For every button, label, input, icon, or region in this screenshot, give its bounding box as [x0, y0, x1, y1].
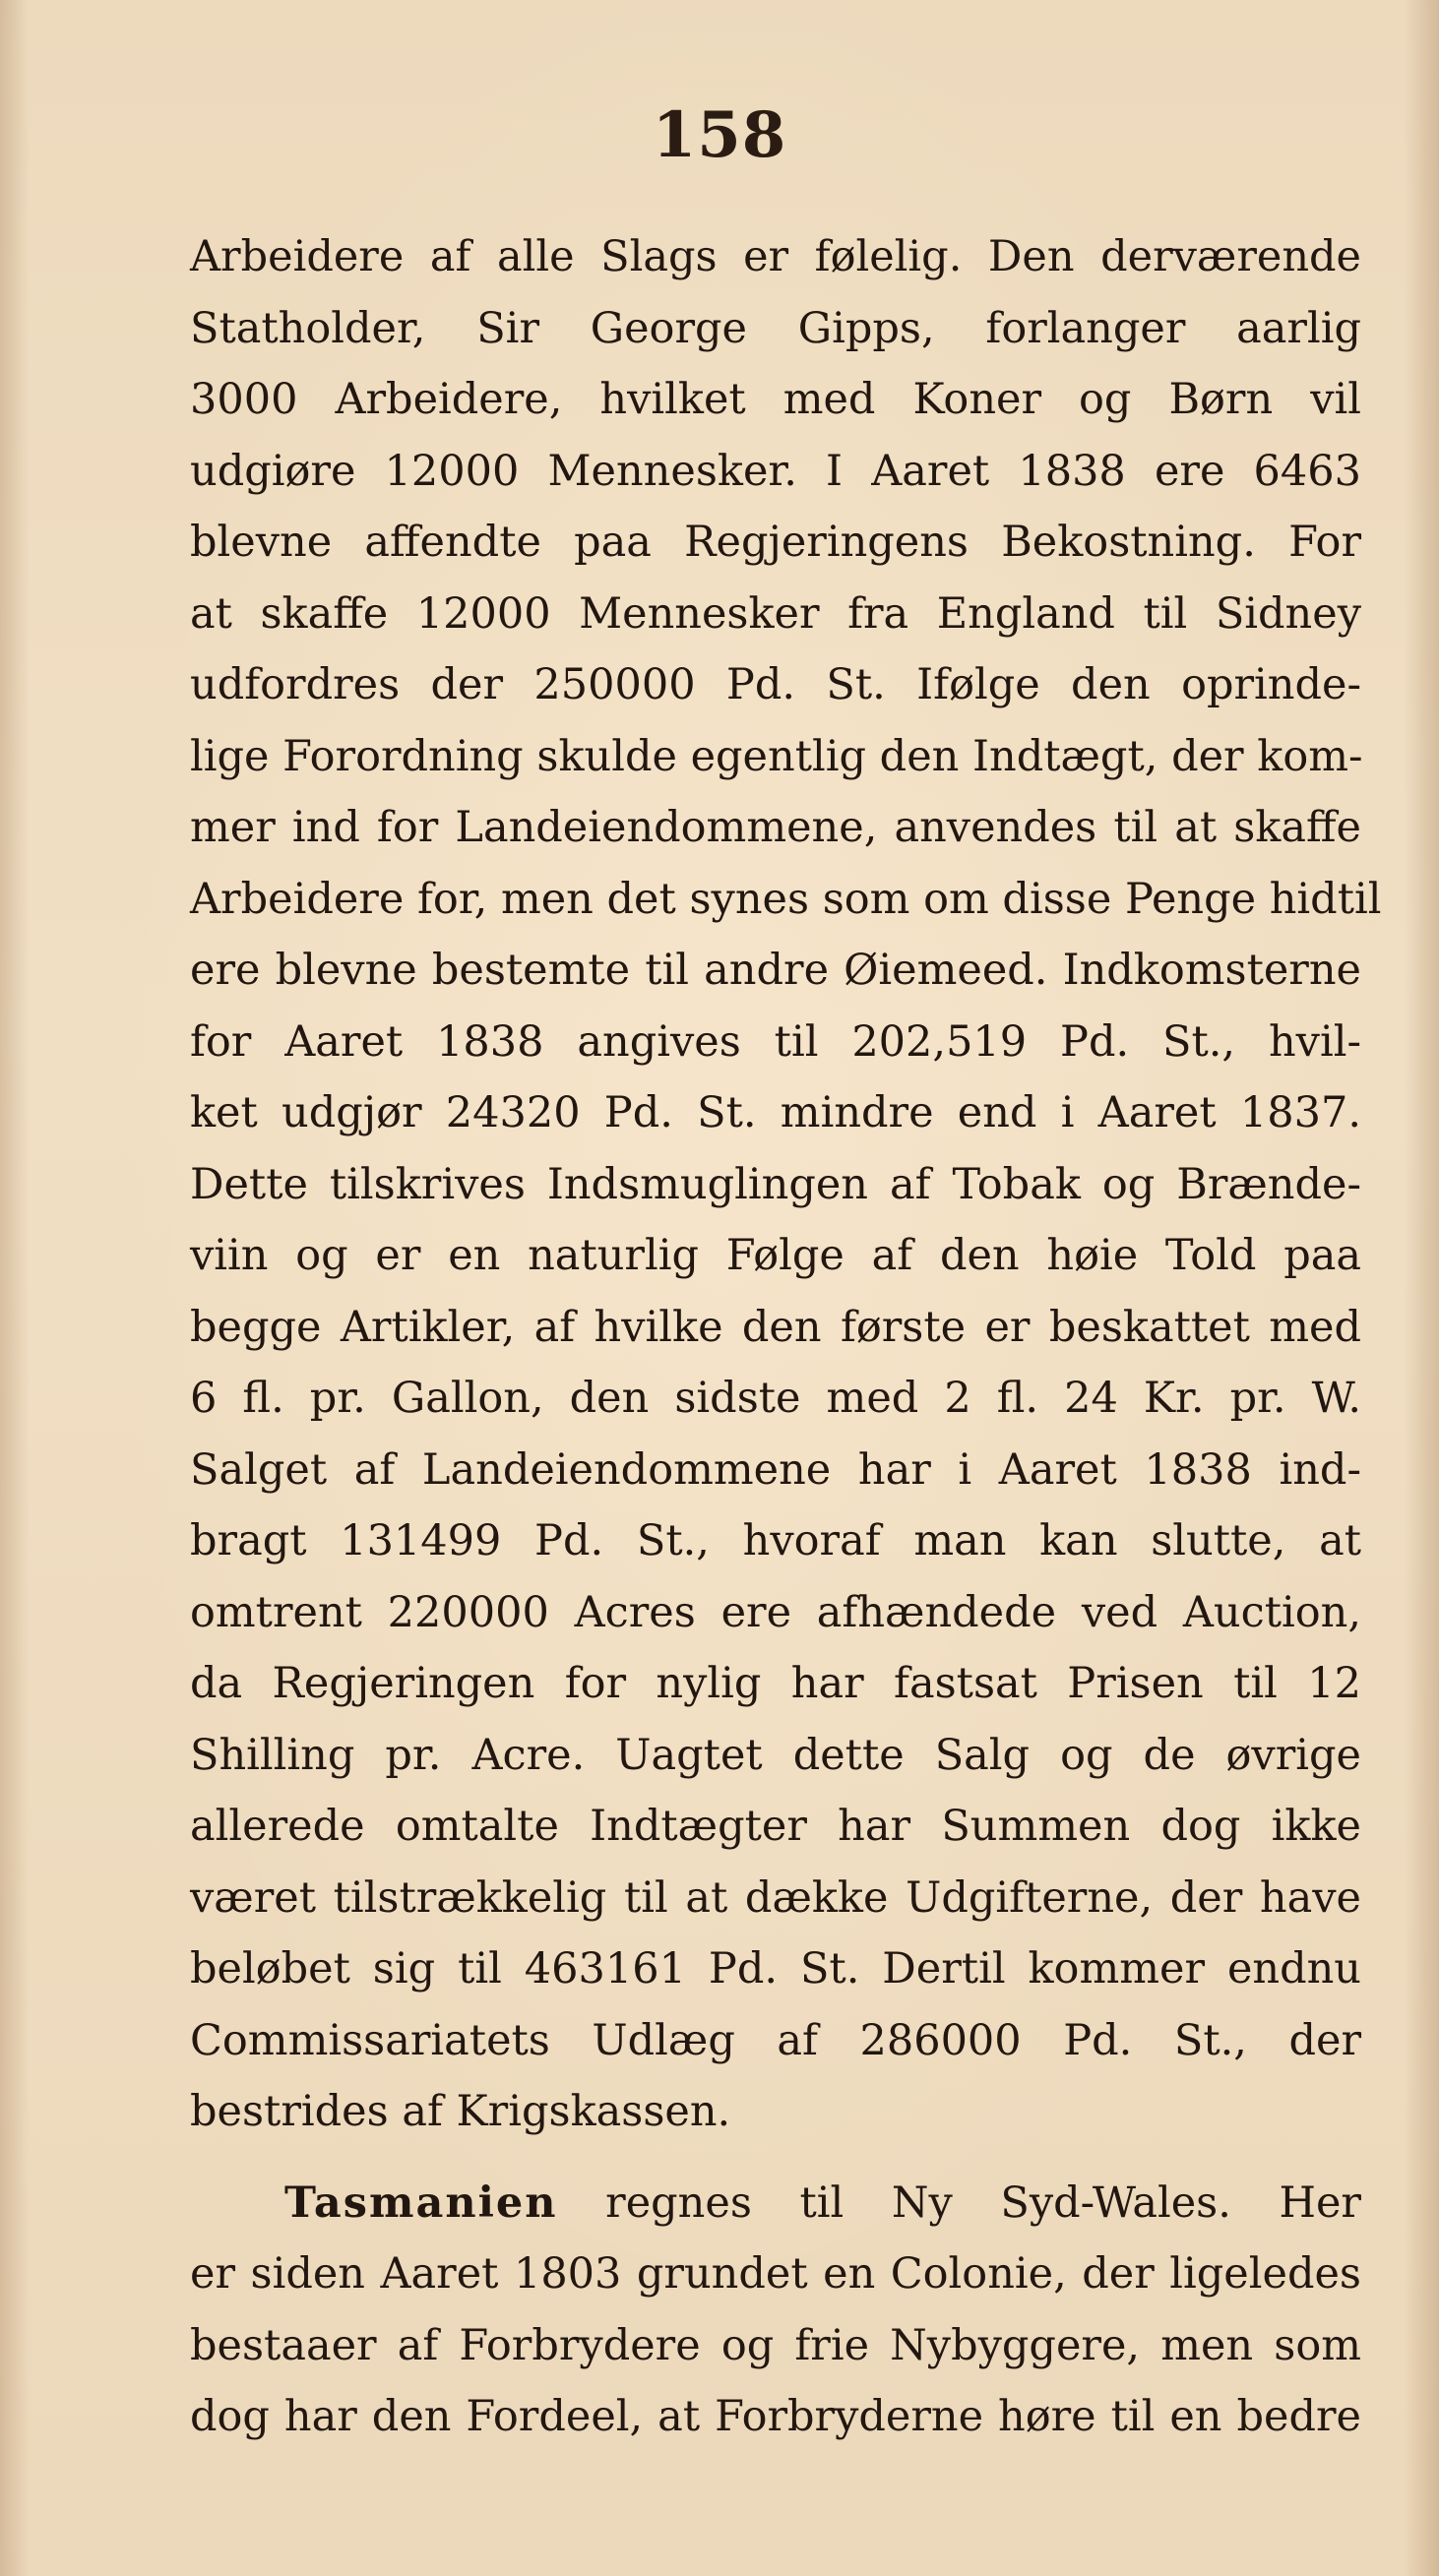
text-line: for Aaret 1838 angives til 202,519 Pd. St., hvil-	[190, 1016, 1361, 1067]
text-line: omtrent 220000 Acres ere afhændede ved Auction,	[190, 1587, 1361, 1637]
text-line: 3000 Arbeidere, hvilket med Koner og Børn vil	[190, 375, 1361, 424]
section-heading: Tasmanien	[284, 2177, 558, 2228]
text-line: bragt 131499 Pd. St., hvoraf man kan slutte, at	[190, 1516, 1361, 1565]
page-edge-shadow-right	[1404, 0, 1439, 2576]
text-line: bestaaer af Forbrydere og frie Nybyggere, men som	[190, 2320, 1361, 2370]
text-line: været tilstrækkelig til at dække Udgifterne, der have	[190, 1872, 1361, 1923]
text-line: Arbeidere for, men det synes som om disse Penge hidtil	[190, 874, 1382, 924]
text-line: udfordres der 250000 Pd. St. Ifølge den oprinde-	[190, 660, 1361, 709]
text-line: ere blevne bestemte til andre Øiemeed. Indkomsterne	[190, 946, 1361, 995]
text-line: begge Artikler, af hvilke den første er beskattet med	[190, 1302, 1361, 1352]
text-line: Salget af Landeiendommene har i Aaret 1838 ind-	[190, 1444, 1361, 1495]
text-line: udgiøre 12000 Mennesker. I Aaret 1838 ere 6463	[190, 446, 1361, 496]
text-line: at skaffe 12000 Mennesker fra England til Sidney	[190, 588, 1361, 639]
text-line: lige Forordning skulde egentlig den Indtægt, der kom-	[190, 731, 1363, 781]
text-line: Commissariatets Udlæg af 286000 Pd. St., der	[190, 2015, 1361, 2065]
text-line: er siden Aaret 1803 grundet en Colonie, der ligeledes	[190, 2249, 1361, 2299]
text-line: beløbet sig til 463161 Pd. St. Dertil kommer endnu	[190, 1944, 1361, 1993]
text-line: viin og er en naturlig Følge af den høie Told paa	[190, 1231, 1361, 1280]
text-line: dog har den Fordeel, at Forbryderne høre til en bedre	[190, 2392, 1361, 2441]
paragraph-gap	[190, 2148, 1361, 2168]
paragraph-heading-line	[190, 2168, 1361, 2239]
page-edge-shadow-left	[0, 0, 30, 2576]
body-text	[190, 221, 1382, 2453]
page-number: 158	[652, 98, 787, 172]
text-line: blevne affendte paa Regjeringens Bekostning. For	[190, 518, 1361, 567]
text-line: Shilling pr. Acre. Uagtet dette Salg og de øvrige	[190, 1730, 1361, 1780]
text-line: mer ind for Landeiendommene, anvendes til at skaffe	[190, 803, 1361, 852]
text-line: Statholder, Sir George Gipps, forlanger aarlig	[190, 303, 1361, 353]
text-line: bestrides af Krigskassen.	[190, 2087, 731, 2136]
text-line-rest: regnes til Ny Syd-Wales. Her	[605, 2177, 1361, 2228]
text-line: allerede omtalte Indtægter har Summen dog ikke	[190, 1802, 1361, 1851]
text-line: da Regjeringen for nylig har fastsat Prisen til 12	[190, 1659, 1361, 1708]
text-line: 6 fl. pr. Gallon, den sidste med 2 fl. 24 Kr. pr. W.	[190, 1374, 1361, 1423]
text-line: Arbeidere af alle Slags er følelig. Den derværende	[190, 232, 1361, 281]
text-line: Dette tilskrives Indsmuglingen af Tobak og Brænde-	[190, 1159, 1361, 1209]
text-line: ket udgjør 24320 Pd. St. mindre end i Aaret 1837.	[190, 1088, 1361, 1137]
